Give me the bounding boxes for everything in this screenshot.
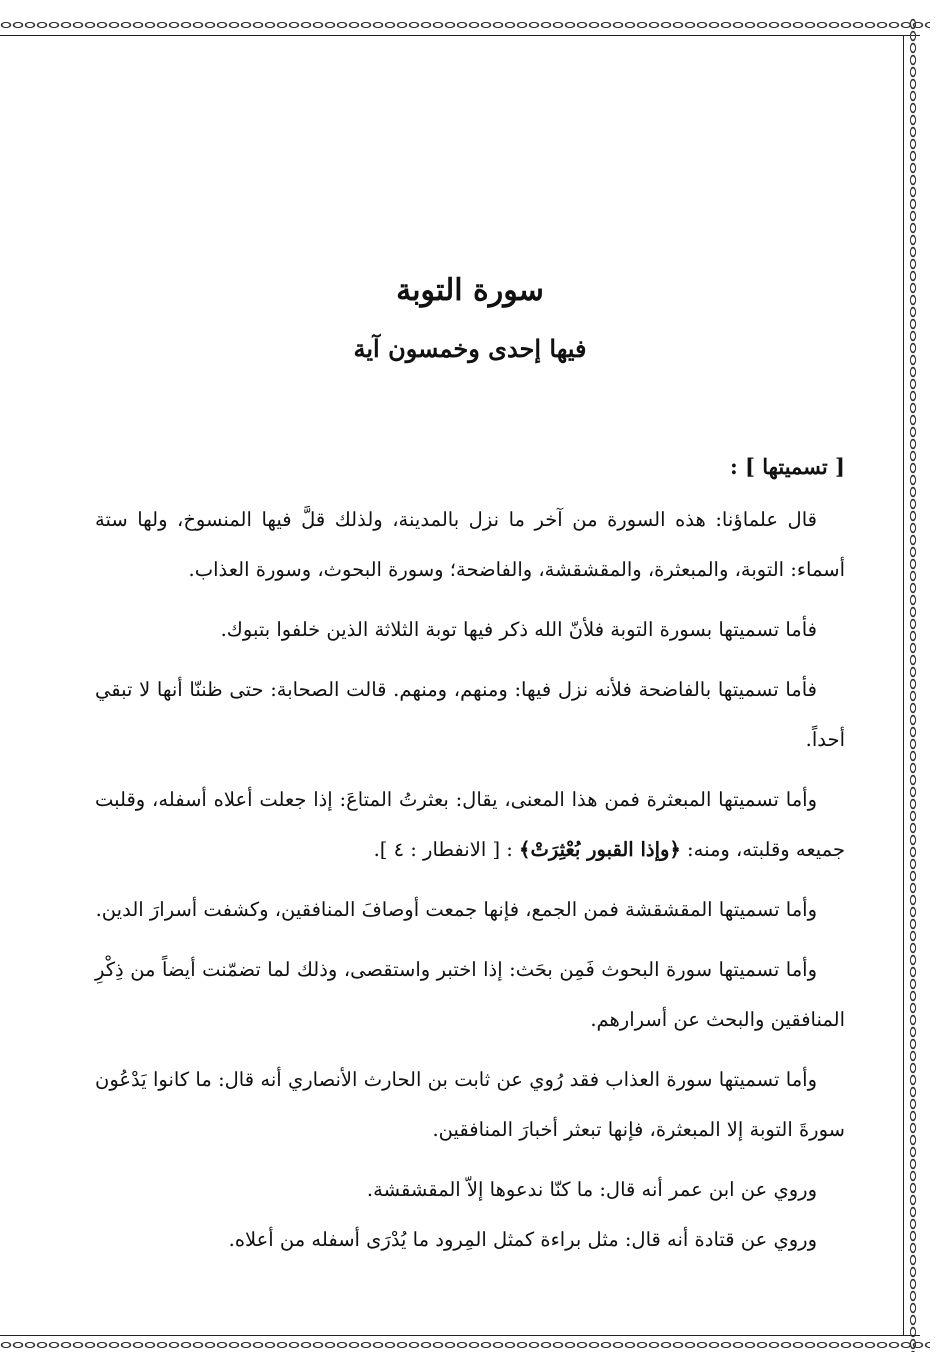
- paragraph-ibn-umar: وروي عن ابن عمر أنه قال: ما كنّا ندعوها إلاّ المقشقشة.: [366, 1178, 817, 1202]
- verse-reference: : [ الانفطار : ٤ ].: [373, 838, 513, 862]
- paragraph-qatada: وروي عن قتادة أنه قال: مثل براءة كمثل المِرود ما يُدْرَى أسفله من أعلاه.: [228, 1228, 817, 1252]
- decorative-border-bottom: [0, 1338, 930, 1352]
- section-heading: [ تسميتها ] :: [729, 453, 845, 479]
- paragraph-adhab: وأما تسميتها سورة العذاب فقد رُوي عن ثابت بن الحارث الأنصاري أنه قال: ما كانوا يَدْعُون سورةَ التوبة إلا المبعثرة، فإنها تبعثر أخبارَ المنافقين.: [95, 1068, 845, 1142]
- frame-line-bottom: [0, 1335, 920, 1336]
- paragraph-buhuth: وأما تسميتها سورة البحوث فَمِن بحَث: إذا اختبر واستقصى، وذلك لما تضمّنت أيضاً من ذِكْرِ المنافقين والبحث عن أسرارهم.: [95, 958, 845, 1032]
- paragraph-text: وأما تسميتها المبعثرة فمن هذا المعنى، يقال: بعثرتُ المتاعَ: إذا جعلت أعلاه أسفله، وقلبت جميعه وقلبته، ومنه:: [95, 788, 845, 862]
- page-content: [95, 270, 845, 1265]
- paragraph-muqashqisha: وأما تسميتها المقشقشة فمن الجمع، فإنها جمعت أوصافَ المنافقين، وكشفت أسرارَ الدين.: [95, 898, 817, 922]
- quran-verse: ﴿وإذا القبور بُعْثِرَتْ﴾: [519, 838, 681, 862]
- frame-line-top: [0, 35, 920, 36]
- frame-line-right: [903, 35, 904, 1335]
- decorative-border-top: [0, 18, 930, 32]
- surah-subtitle: فيها إحدى وخمسون آية: [353, 334, 587, 363]
- paragraph-mubathira: [95, 775, 845, 875]
- paragraph-fadiha: فأما تسميتها بالفاضحة فلأنه نزل فيها: ومنهم، ومنهم. قالت الصحابة: حتى ظننّا أنها لا تبقي أحداً.: [95, 678, 845, 752]
- paragraph-tawba: فأما تسميتها بسورة التوبة فلأنّ الله ذكر فيها توبة الثلاثة الذين خلفوا بتبوك.: [220, 618, 817, 642]
- paragraph-intro: قال علماؤنا: هذه السورة من آخر ما نزل بالمدينة، ولذلك قلَّ فيها المنسوخ، ولها ستة أسماء: التوبة، والمبعثرة، والمقشقشة، والفاضحة؛ وسورة البحوث، وسورة العذاب.: [95, 508, 845, 582]
- decorative-border-right: [906, 18, 920, 1352]
- surah-title: سورة التوبة: [396, 273, 544, 308]
